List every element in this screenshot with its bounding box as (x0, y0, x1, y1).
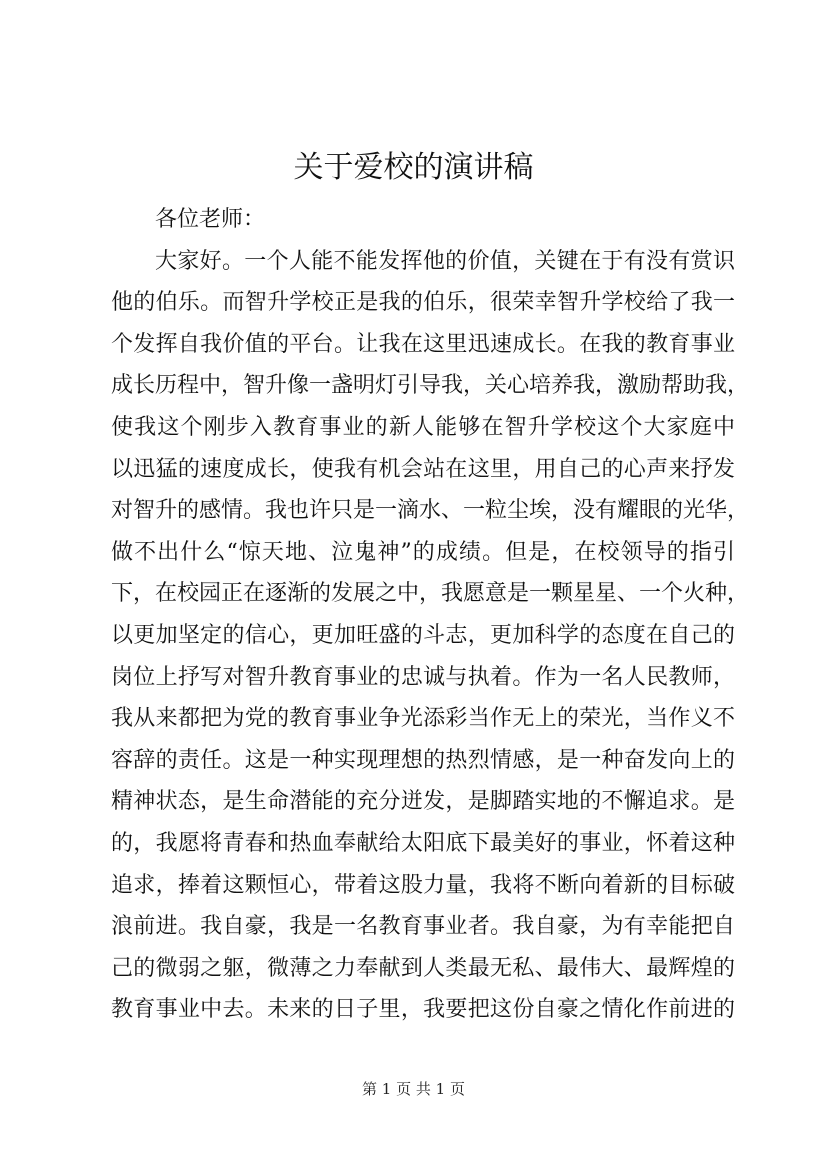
body-line: 使我这个刚步入教育事业的新人能够在智升学校这个大家庭中 (111, 414, 735, 440)
body-line: 我从来都把为党的教育事业争光添彩当作无上的荣光，当作义不 (111, 706, 735, 732)
body-line: 的，我愿将青春和热血奉献给太阳底下最美好的事业，怀着这种 (111, 830, 735, 856)
body-line: 己的微弱之躯，微薄之力奉献到人类最无私、最伟大、最辉煌的 (111, 955, 735, 981)
body-line: 以更加坚定的信心，更加旺盛的斗志，更加科学的态度在自己的 (111, 622, 735, 648)
body-line: 个发挥自我价值的平台。让我在这里迅速成长。在我的教育事业 (111, 331, 735, 357)
body-line: 对智升的感情。我也许只是一滴水、一粒尘埃，没有耀眼的光华， (111, 498, 750, 524)
body-line: 岗位上抒写对智升教育事业的忠诚与执着。作为一名人民教师， (111, 664, 735, 690)
body-line: 他的伯乐。而智升学校正是我的伯乐，很荣幸智升学校给了我一 (111, 290, 735, 316)
body-line: 教育事业中去。未来的日子里，我要把这份自豪之情化作前进的 (111, 997, 735, 1023)
document-body (111, 199, 750, 1031)
body-line: 下，在校园正在逐渐的发展之中，我愿意是一颗星星、一个火种， (111, 581, 750, 607)
body-line: 浪前进。我自豪，我是一名教育事业者。我自豪，为有幸能把自 (111, 914, 735, 940)
body-line: 追求，捧着这颗恒心，带着这股力量，我将不断向着新的目标破 (111, 872, 735, 898)
body-line: 精神状态，是生命潜能的充分迸发，是脚踏实地的不懈追求。是 (111, 789, 735, 815)
body-line: 以迅猛的速度成长，使我有机会站在这里，用自己的心声来抒发 (111, 456, 735, 482)
body-line: 容辞的责任。这是一种实现理想的热烈情感，是一种奋发向上的 (111, 747, 735, 773)
salutation: 各位老师： (155, 207, 266, 232)
body-line: 做不出什么“惊天地、泣鬼神”的成绩。但是，在校领导的指引 (111, 539, 735, 565)
page-footer: 第 1 页 共 1 页 (362, 1080, 465, 1098)
body-line: 大家好。一个人能不能发挥他的价值，关键在于有没有赏识 (155, 248, 735, 274)
body-line: 成长历程中，智升像一盏明灯引导我，关心培养我，激励帮助我， (111, 373, 750, 399)
document-title: 关于爱校的演讲稿 (293, 150, 534, 185)
